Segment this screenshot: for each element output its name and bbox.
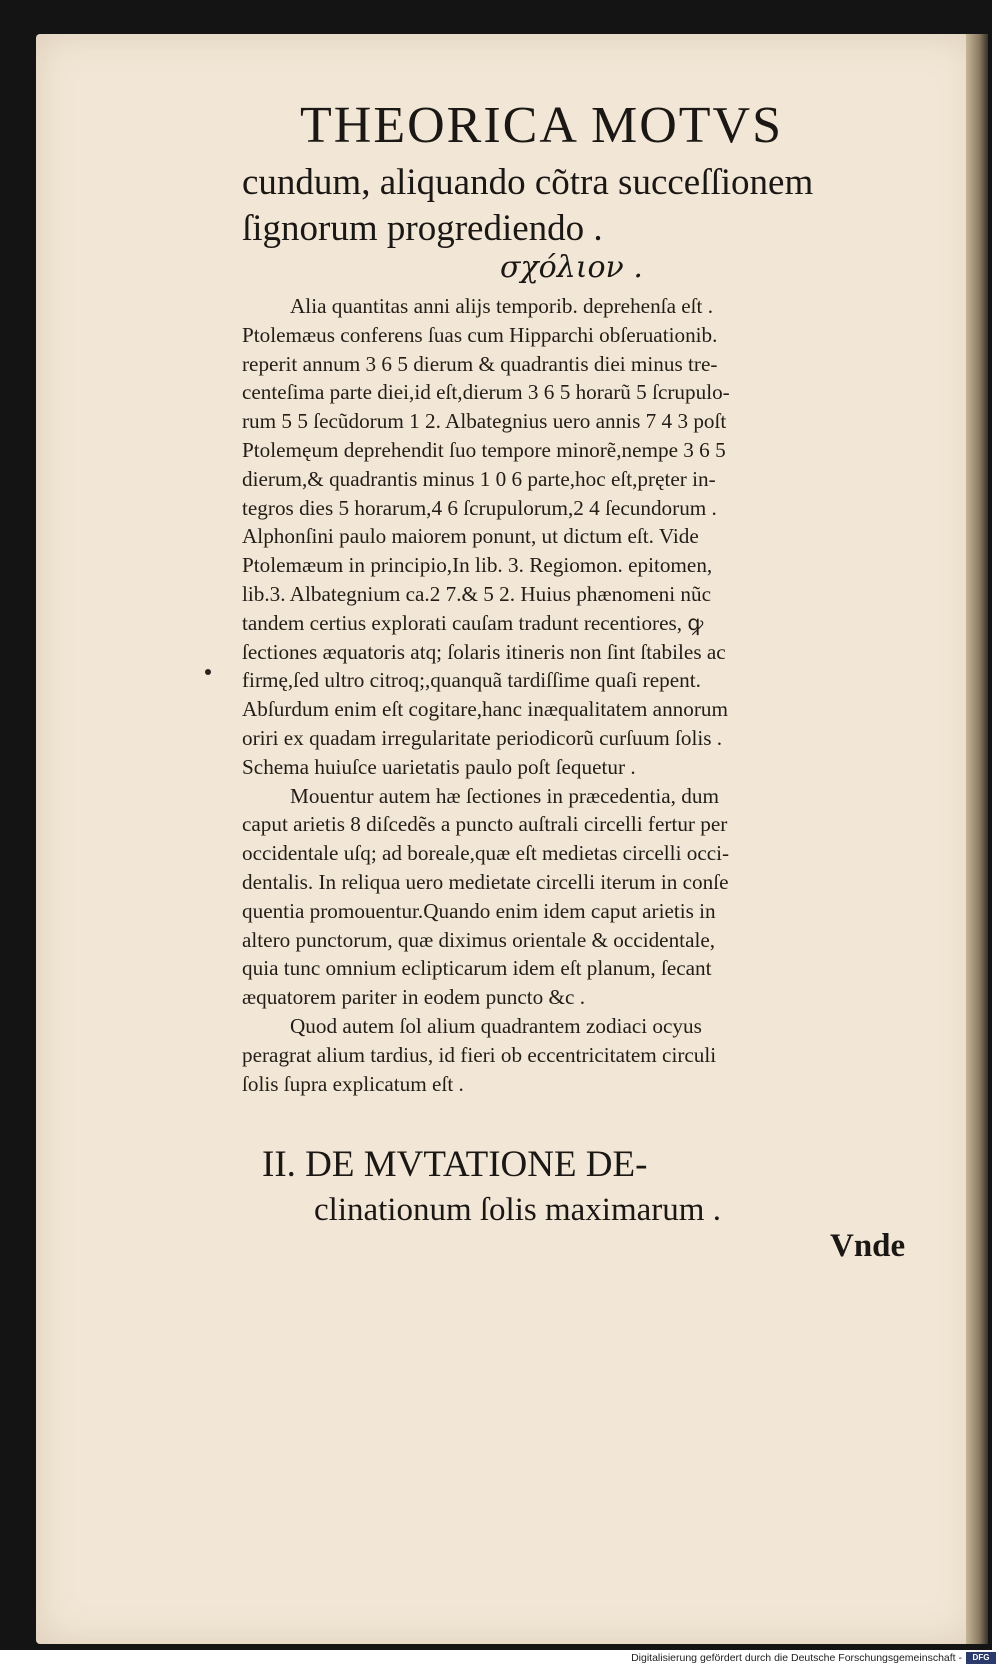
text-line: ſectiones æquatoris atq; ſolaris itineris non ſint ſtabiles ac [242,639,726,664]
catchword: Vnde [830,1228,906,1264]
text-line: dentalis. In reliqua uero medietate circelli iterum in conſe [242,869,729,894]
text-line: peragrat alium tardius, id fieri ob eccentricitatem circuli [242,1042,717,1067]
text-line: Alphonſini paulo maiorem ponunt, ut dictum eſt. Vide [242,524,699,549]
text-line: Schema huiuſce uarietatis paulo poſt ſequetur . [242,754,636,779]
footer-bar [0,1650,1000,1666]
text-line: rum 5 5 ſecũdorum 1 2. Albategnius uero annis 7 4 3 poſt [242,409,727,434]
margin-dot [205,669,211,675]
text-line: tandem certius explorati cauſam tradunt recentiores, ꝙ [242,610,704,635]
sub-head-line-2: ſignorum progrediendo . [242,208,603,249]
text-line: lib.3. Albategnium ca.2 7.& 5 2. Huius phænomeni nũc [242,581,712,606]
text-line: quentia promouentur.Quando enim idem caput arietis in [242,898,716,923]
text-line: Ptolemæus conferens ſuas cum Hipparchi obſeruationib. [242,322,718,347]
text-line: occidentale uſq; ad boreale,quæ eſt medietas circelli occi- [242,841,730,866]
dfg-logo-icon: DFG [966,1652,996,1664]
scholion-label: σχόλιον . [500,250,643,285]
text-line: tegros dies 5 horarum,4 6 ſcrupulorum,2 4 ſecundorum . [242,495,717,520]
text-line: Quod autem ſol alium quadrantem zodiaci ocyus [290,1013,702,1038]
page-edge [966,34,988,1644]
text-line: reperit annum 3 6 5 dierum & quadrantis diei minus tre- [242,351,718,376]
text-line: Abſurdum enim eſt cogitare,hanc inæqualitatem annorum [242,697,728,722]
text-line: Ptolemęum deprehendit ſuo tempore minorẽ,nempe 3 6 5 [242,437,726,462]
sub-head-line-1: cundum, aliquando cõtra succeſſionem [242,162,814,203]
text-line: altero punctorum, quæ diximus orientale & occidentale, [242,927,716,952]
text-line: firmę,ſed ultro citroq;,quanquã tardiſſime quaſi repent. [242,668,701,693]
body-text [242,292,902,1098]
text-line: Mouentur autem hæ ſectiones in præcedentia, dum [290,783,719,808]
text-line: æquatorem pariter in eodem puncto &c . [242,985,586,1010]
text-line: Alia quantitas anni alijs temporib. deprehenſa eſt . [290,294,714,318]
text-line: quia tunc omnium eclipticarum idem eſt planum, ſecant [242,956,712,981]
footer-credit: Digitalisierung gefördert durch die Deutsche Forschungsgemeinschaft - [631,1652,962,1664]
text-line: oriri ex quadam irregularitate periodicorũ curſuum ſolis . [242,725,723,750]
section-heading-line-2: clinationum ſolis maximarum . [314,1192,721,1228]
text-line: caput arietis 8 diſcedẽs a puncto auſtrali circelli fertur per [242,812,728,837]
text-line: ſolis ſupra explicatum eſt . [242,1071,464,1096]
running-head: THEORICA MOTVS [300,97,784,154]
text-line: centeſima parte diei,id eſt,dierum 3 6 5 horarũ 5 ſcrupulo- [242,380,730,405]
section-heading: II. DE MVTATIONE DE- [262,1144,648,1185]
text-line: Ptolemæum in principio,In lib. 3. Regiomon. epitomen, [242,553,713,578]
text-line: dierum,& quadrantis minus 1 0 6 parte,hoc eſt,pręter in- [242,466,716,491]
